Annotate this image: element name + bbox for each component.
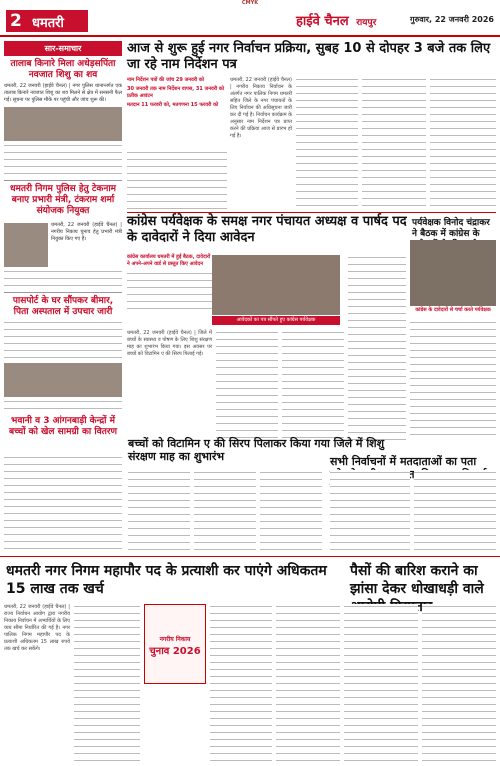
story-body [4,320,122,360]
page-section-tag [6,10,88,32]
highlight-item: नाम निर्देशन पत्रों की जांच 29 जनवरी को [127,77,205,83]
story-headline: पासपोर्ट के घर सौंपकर बीमार, पिता अस्पताल में उपचार जारी [12,296,114,317]
color-registration-mark: CMYK [241,0,259,6]
story-body-continued [276,604,340,764]
page-header [0,7,500,37]
lead-body-continued [127,150,227,210]
news-photo [4,223,48,267]
fraud-headline: पैसों की बारिश कराने का झांसा देकर धोखाधड़ी वाले [350,563,484,597]
side-headline: पर्यवेक्षक विनोद चंद्राकर ने बैठक में कांग्रेस के [412,218,490,239]
masthead [296,11,376,29]
page-number: 2 [10,11,22,31]
story-body [260,470,322,550]
story-headline: भवानी व 3 आंगनबाड़ी केन्द्रों में बच्चों को खेल सामग्री का वितरण [8,416,118,437]
masthead-city: रायपुर [356,18,377,28]
story-headline: धमतरी निगम पुलिस हेतु टेकनाम बनाए प्रभारी मंत्री, टंकराम शर्मा संयोजक नियुक्त [9,184,117,216]
story-body [127,271,212,315]
photo-caption: कांग्रेस के दावेदारों से चर्चा करते पर्यवेक्षक [415,307,491,313]
expense-headline: धमतरी नगर निगम महापौर पद के प्रत्याशी कर पाएंगे अधिकतम 15 लाख तक खर्च [6,563,327,597]
story-body-continued [410,320,496,440]
left-story-body [4,455,122,555]
story-body: धमतरी, 22 जनवरी (हाईवे चैनल) | नगर पुलिस थानान्तर्गत एक तालाब किनारे नवजात शिशु का शव मिलने से क्षेत्र में सनसनी फैल गई। सूचना पर पुलिस मौके पर पहुंची और जांच शुरू की। [4,83,122,103]
dateline: गुरुवार, 22 जनवरी 2026 [409,15,494,24]
story-body [128,470,190,550]
masthead-title: हाईवे चैनल [296,14,349,29]
lead-headline: आज से शुरू हुई नगर निर्वाचन प्रक्रिया, सुबह 10 से दोपहर 3 बजे तक लिए जा रहे नाम निर्देशन पत्र [127,41,491,72]
photo-caption: आवेदकों का पत्र सौंपते हुए कांग्रेस पर्यवेक्षक [212,316,340,325]
story-body-continued [74,604,140,764]
divider [4,292,122,293]
story-headline: तालाब किनारे मिला अधेड़सपिंता नवजात शिशु का शव [10,59,116,80]
news-photo [212,255,340,315]
highlight-item: मतदान 11 फरवरी को, मतगणना 15 फरवरी को [127,102,219,108]
health-headline: बच्चों को विटामिन ए की सिरप पिलाकर किया गया जिले में शिशु संरक्षण माह का शुभारंभ [128,437,385,463]
election-logo [144,604,206,684]
story-body [330,470,410,550]
story-body-continued [348,255,406,440]
lead-body-continued [430,77,496,207]
story-body [344,604,418,764]
news-photo [4,363,122,397]
section-rule [127,212,496,213]
highlight-item: 30 जनवरी तक नाम निर्देशन वापस, 31 जनवरी को प्रतीक आवंटन [127,86,225,99]
news-brief-banner: सार-समाचार [4,41,122,56]
story-body-continued [4,143,122,177]
story-body-continued [210,604,272,764]
story-body [414,470,496,550]
news-photo [410,240,496,306]
left-column [4,41,122,451]
logo-line: नगरीय निकाय [159,636,191,643]
lead-body-continued [296,77,358,207]
story-body-continued [4,269,122,289]
divider [4,180,122,181]
lead-highlights [127,77,227,111]
subpoint-text: कांग्रेस कार्यालय धमतरी में हुई बैठक, दावेदारों ने अपने-अपने वार्ड से प्रस्तुत किए आवेदन [127,254,211,267]
subpoints [127,254,212,315]
story-body-continued [282,330,344,440]
story-body: धमतरी, 22 जनवरी (हाईवे चैनल) | राज्य निर्वाचन आयोग द्वारा नगरीय निकाय निर्वाचन में अभ्यर्थियों के लिए व्यय सीमा निर्धारित की गई है। नगर पालिक निगम महापौर पद के प्रत्याशी अधिकतम 15 लाख रुपये तक खर्च कर सकेंगे। [4,604,70,652]
story-body-continued [422,604,496,764]
congress-headline: कांग्रेस पर्यवेक्षक के समक्ष नगर पंचायत अध्यक्ष व पार्षद पद के दावेदारों ने दिया आवेदन [127,214,407,245]
story-body: धमतरी, 22 जनवरी (हाईवे चैनल) | जिले में बच्चों के स्वास्थ्य व पोषण के लिए शिशु संरक्षण माह का शुभारंभ किया गया। इस अवसर पर बच्चों को विटामिन ए की सिरप पिलाई गई। [127,330,212,357]
logo-line: चुनाव 2026 [149,646,201,657]
voter-day-headline: सभी निर्वाचनों में मतदाताओं का पता [330,455,477,468]
news-photo [4,107,122,141]
story-body: धमतरी, 22 जनवरी (हाईवे चैनल) | नगरीय निकाय चुनाव हेतु प्रभारी मंत्री नियुक्त किए गए हैं। [51,222,122,242]
story-body-continued [4,399,122,413]
lead-body-continued [362,77,426,207]
section-rule [0,556,500,557]
lead-body: धमतरी, 22 जनवरी (हाईवे चैनल) | नगरीय निकाय निर्वाचन के अंतर्गत नगर पालिक निगम धमतरी सहित जिले के नगर पंचायतों के लिए निर्वाचन की अधिसूचना जारी कर दी गई है। निर्वाचन कार्यक्रम के अनुसार नाम निर्देशन पत्र प्राप्त करने की प्रक्रिया आज से प्रारंभ हो गई है। [230,77,292,139]
section-name: धमतरी [32,16,64,31]
story-body-continued [216,330,278,440]
story-body [194,470,256,550]
